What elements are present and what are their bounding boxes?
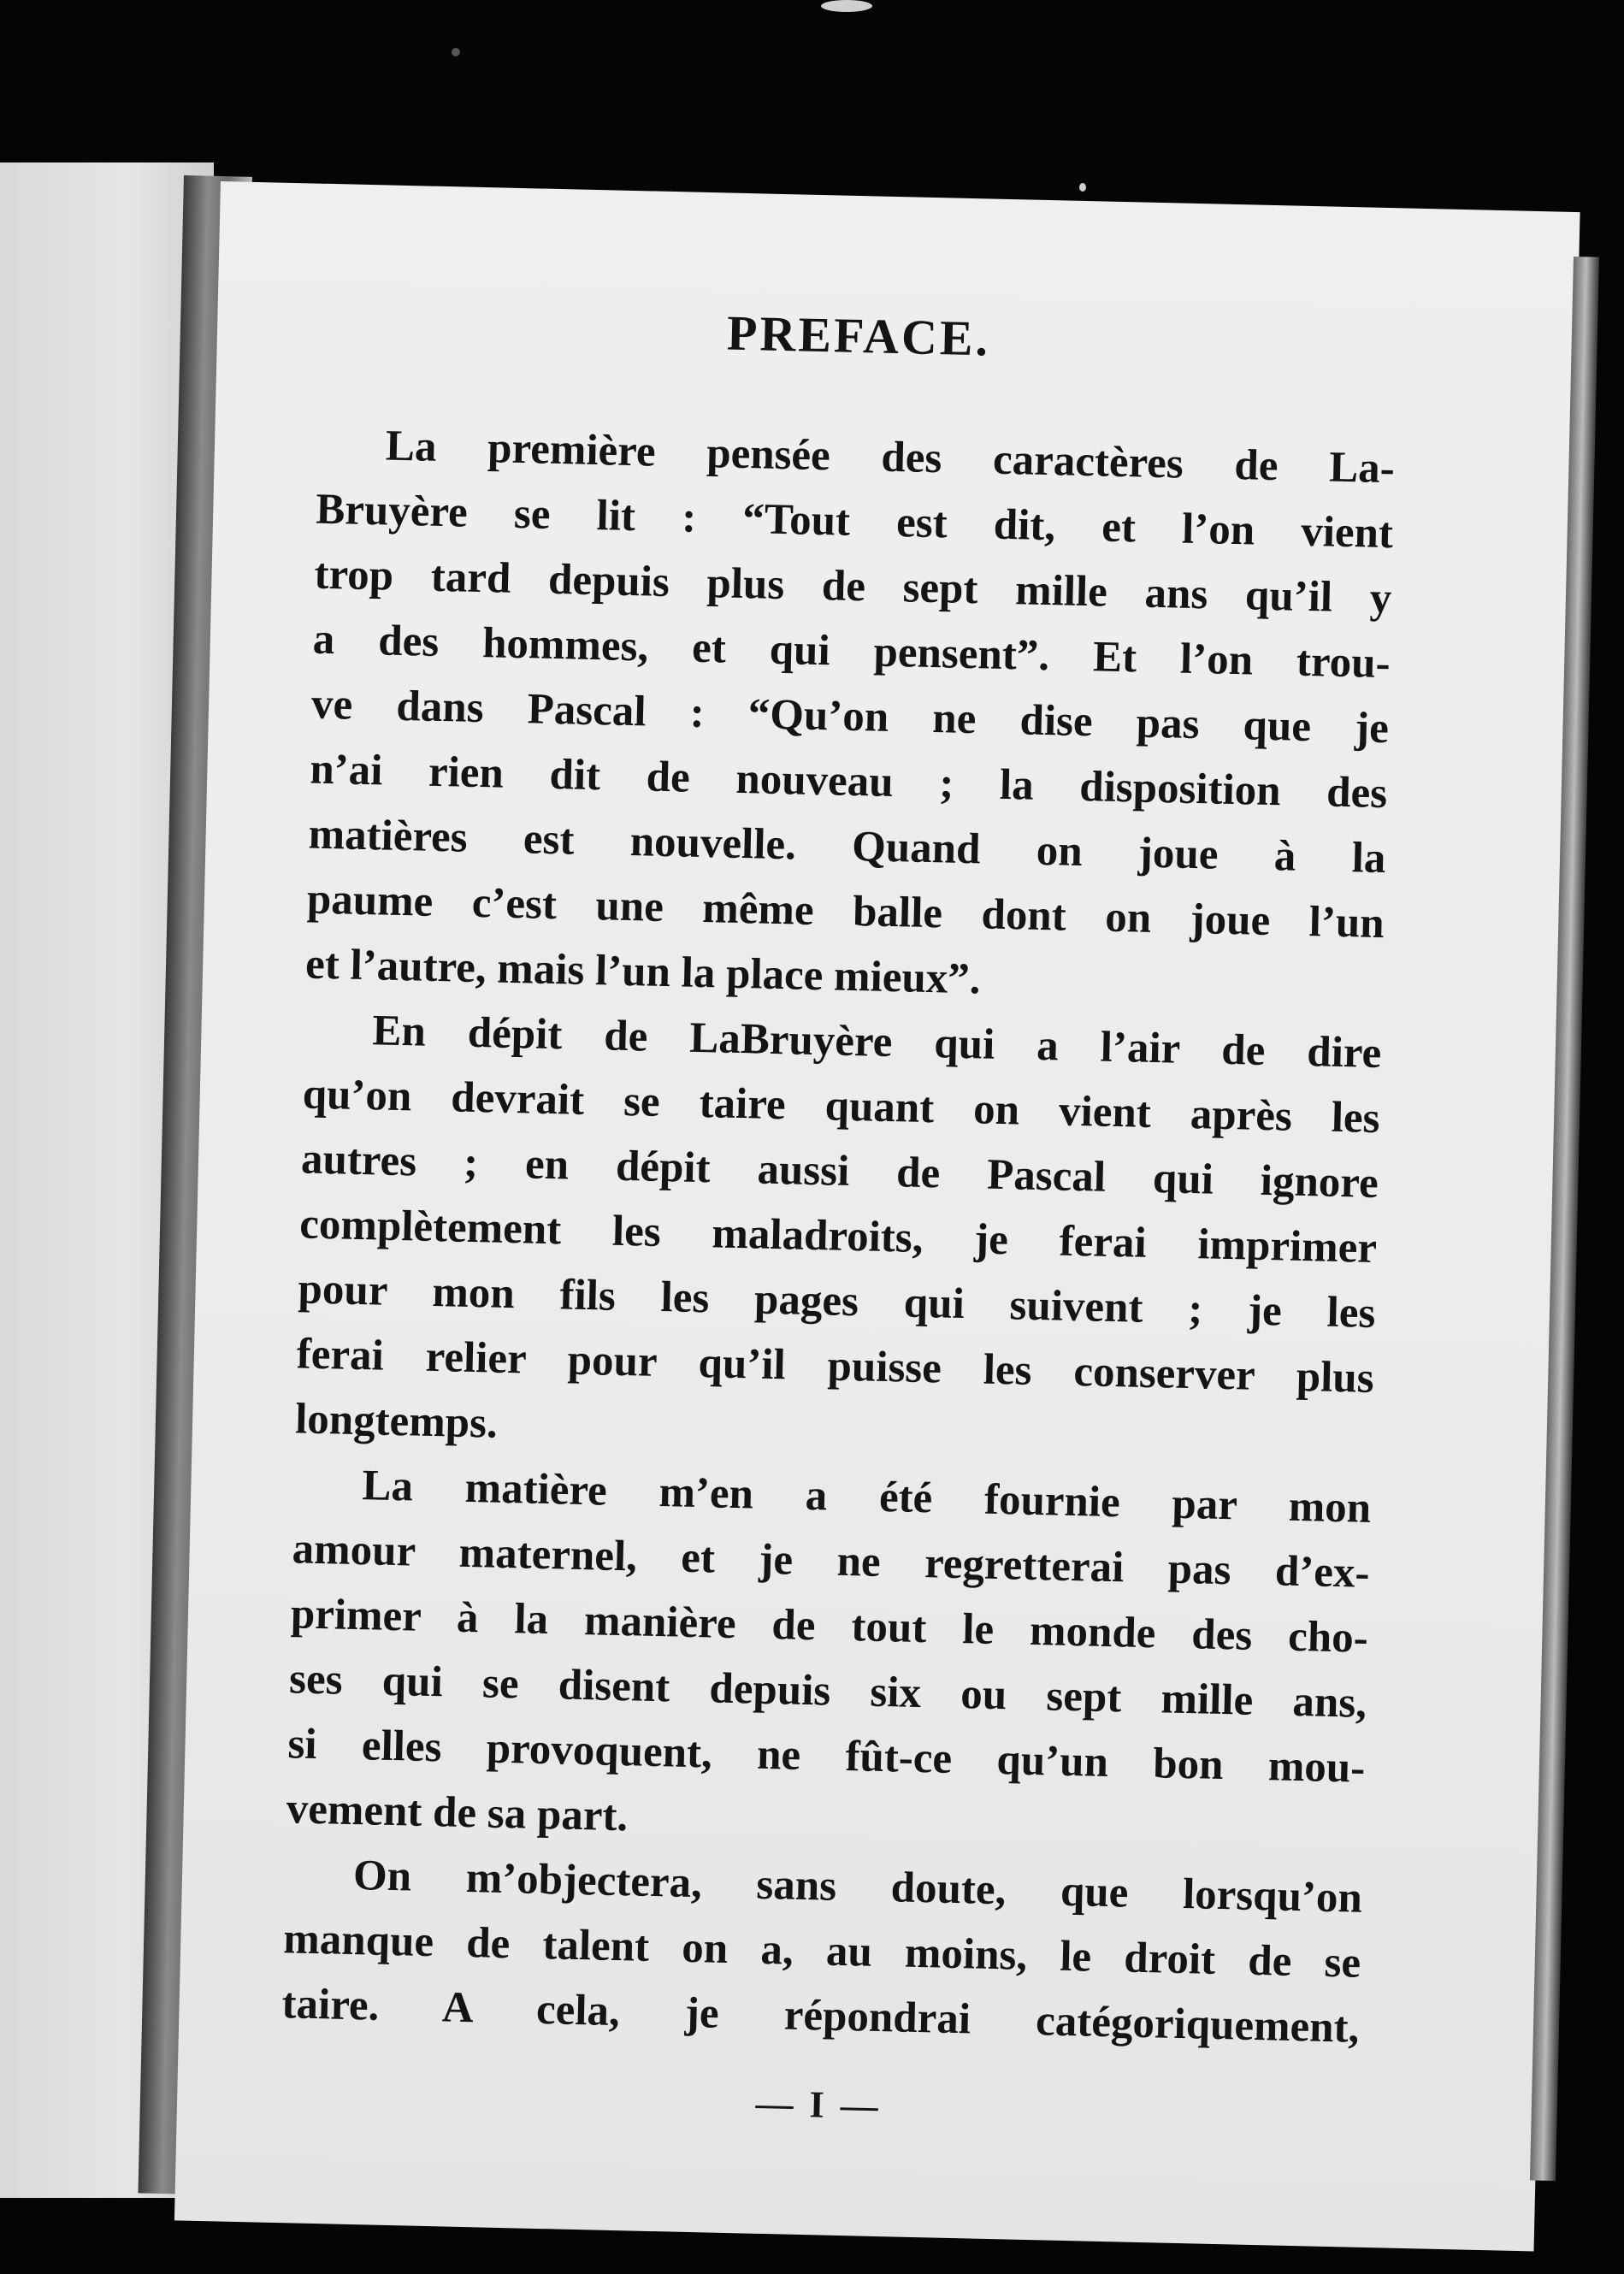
text-line: manque de talent on a, au moins, le droit de se <box>282 1915 1361 1988</box>
text-line: vement de sa part. <box>286 1785 629 1841</box>
text-line: matières est nouvelle. Quand on joue à la <box>308 810 1387 883</box>
text-line: En dépit de LaBruyère qui a l’air de dire <box>371 1007 1382 1078</box>
paragraph-4 <box>281 1841 1363 2061</box>
text-line: amour maternel, et je ne regretterai pas d’ex- <box>292 1525 1371 1598</box>
right-page <box>174 181 1580 2251</box>
text-line: La matière m’en a été fournie par mon <box>361 1462 1372 1533</box>
text-line: longtemps. <box>294 1395 499 1448</box>
page-number: — I — <box>755 2082 883 2128</box>
page-content <box>280 295 1398 2139</box>
text-line: La première pensée des caractères de La- <box>385 422 1396 493</box>
text-line: pour mon fils les pages qui suivent ; je les <box>297 1265 1376 1338</box>
text-line: trop tard depuis plus de sept mille ans qu’il y <box>313 550 1392 623</box>
text-line: On m’objectera, sans doute, que lorsqu’on <box>352 1852 1363 1923</box>
paragraph-1 <box>304 412 1395 1021</box>
text-line: si elles provoquent, ne fût-ce qu’un bon mou- <box>286 1720 1366 1793</box>
paragraph-3 <box>286 1451 1372 1865</box>
text-line: a des hommes, et qui pensent”. Et l’on trou- <box>312 615 1391 688</box>
text-line: ses qui se disent depuis six ou sept mille ans, <box>288 1655 1367 1728</box>
text-line: paume c’est une même balle dont on joue l’un <box>306 875 1385 948</box>
text-line: Bruyère se lit : “Tout est dit, et l’on vient <box>315 485 1394 558</box>
text-line: et l’autre, mais l’un la place mieux”. <box>304 940 982 1004</box>
dust-speck <box>1079 183 1086 192</box>
text-line: primer à la manière de tout le monde des cho- <box>290 1590 1369 1663</box>
page-title: PREFACE. <box>726 304 991 367</box>
text-line: autres ; en dépit aussi de Pascal qui ignore <box>300 1135 1379 1208</box>
paragraph-2 <box>294 996 1382 1475</box>
text-line: complètement les maladroits, je ferai imprimer <box>298 1200 1378 1273</box>
text-line: n’ai rien dit de nouveau ; la disposition des <box>309 745 1388 818</box>
text-line: ferai relier pour qu’il puisse les conserver plus <box>296 1330 1375 1403</box>
text-line: ve dans Pascal : “Qu’on ne dise pas que je <box>310 680 1390 753</box>
dust-speck <box>452 48 460 56</box>
text-line: taire. A cela, je répondrai catégoriquement, <box>281 1980 1360 2053</box>
dust-speck <box>821 0 872 12</box>
text-line: qu’on devrait se taire quant on vient après les <box>302 1070 1381 1143</box>
